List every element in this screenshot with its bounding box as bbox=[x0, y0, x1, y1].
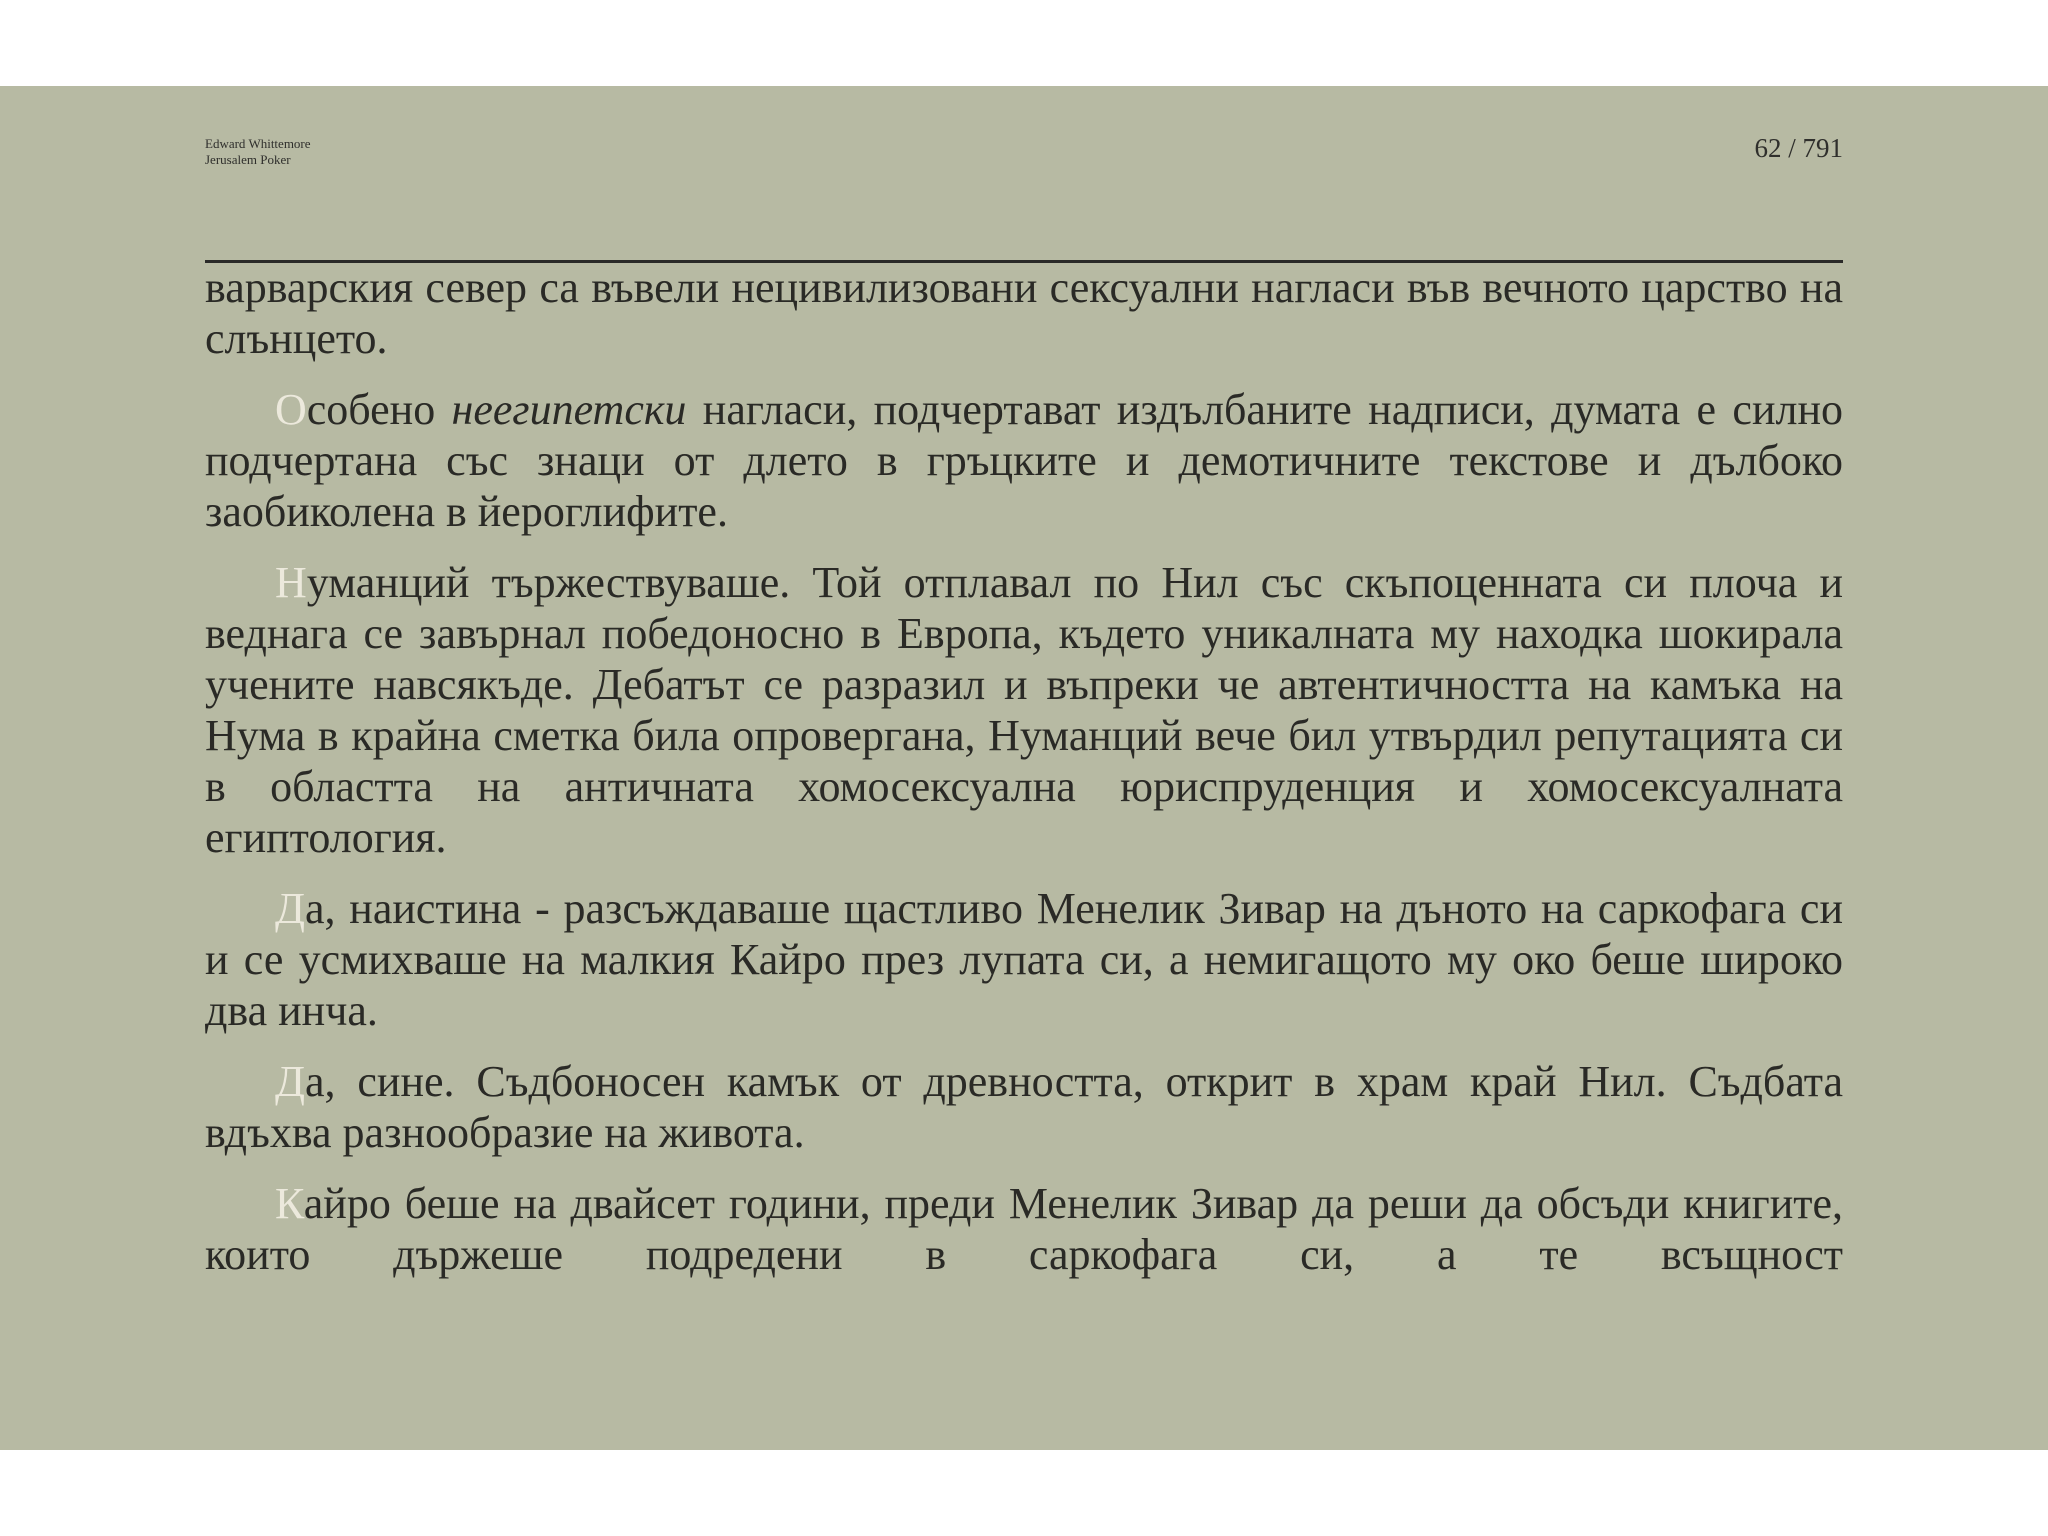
book-title: Jerusalem Poker bbox=[205, 152, 291, 167]
running-header bbox=[205, 133, 1843, 263]
emphasized-word: неегипетски bbox=[451, 385, 687, 434]
book-text bbox=[205, 262, 1843, 1300]
page-indicator: 62 / 791 bbox=[1754, 133, 1843, 163]
initial-letter: Д bbox=[275, 884, 306, 933]
paragraph: Да, сине. Съдбоносен камък от древността, открит в храм край Нил. Съдбата вдъхва разнообразие на живота. bbox=[205, 1057, 1843, 1157]
initial-letter: К bbox=[275, 1179, 304, 1228]
book-meta bbox=[205, 136, 311, 168]
paragraph: Да, наистина - разсъждаваше щастливо Менелик Зивар на дъното на саркофага си и се усмихваше на малкия Кайро през лупата си, а немигащото му око беше широко два инча. bbox=[205, 884, 1843, 1035]
initial-letter: Н bbox=[275, 558, 307, 607]
initial-letter: О bbox=[275, 385, 307, 434]
paragraph: Нуманций тържествуваше. Той отплавал по Нил със скъпоценната си плоча и веднага се завърнал победоносно в Европа, където уникалната му находка шокирала учените навсякъде. Дебатът се разразил и въпреки че автентичността на камъка на Нума в крайна сметка била опровергана, Нуманций вече бил утвърдил репутацията си в областта на античната хомосексуална юриспруденция и хомосексуалната египтология. bbox=[205, 558, 1843, 862]
author-name: Edward Whittemore bbox=[205, 136, 311, 151]
paragraph: Кайро беше на двайсет години, преди Менелик Зивар да реши да обсъди книгите, които държеше подредени в саркофага си, а те всъщност bbox=[205, 1179, 1843, 1279]
paragraph: Особено неегипетски нагласи, подчертават издълбаните надписи, думата е силно подчертана със знаци от длето в гръцките и демотичните текстове и дълбоко заобиколена в йероглифите. bbox=[205, 385, 1843, 536]
initial-letter: Д bbox=[275, 1057, 306, 1106]
paragraph: варварския север са въвели нецивилизовани сексуални нагласи във вечното царство на слънцето. bbox=[205, 263, 1843, 363]
